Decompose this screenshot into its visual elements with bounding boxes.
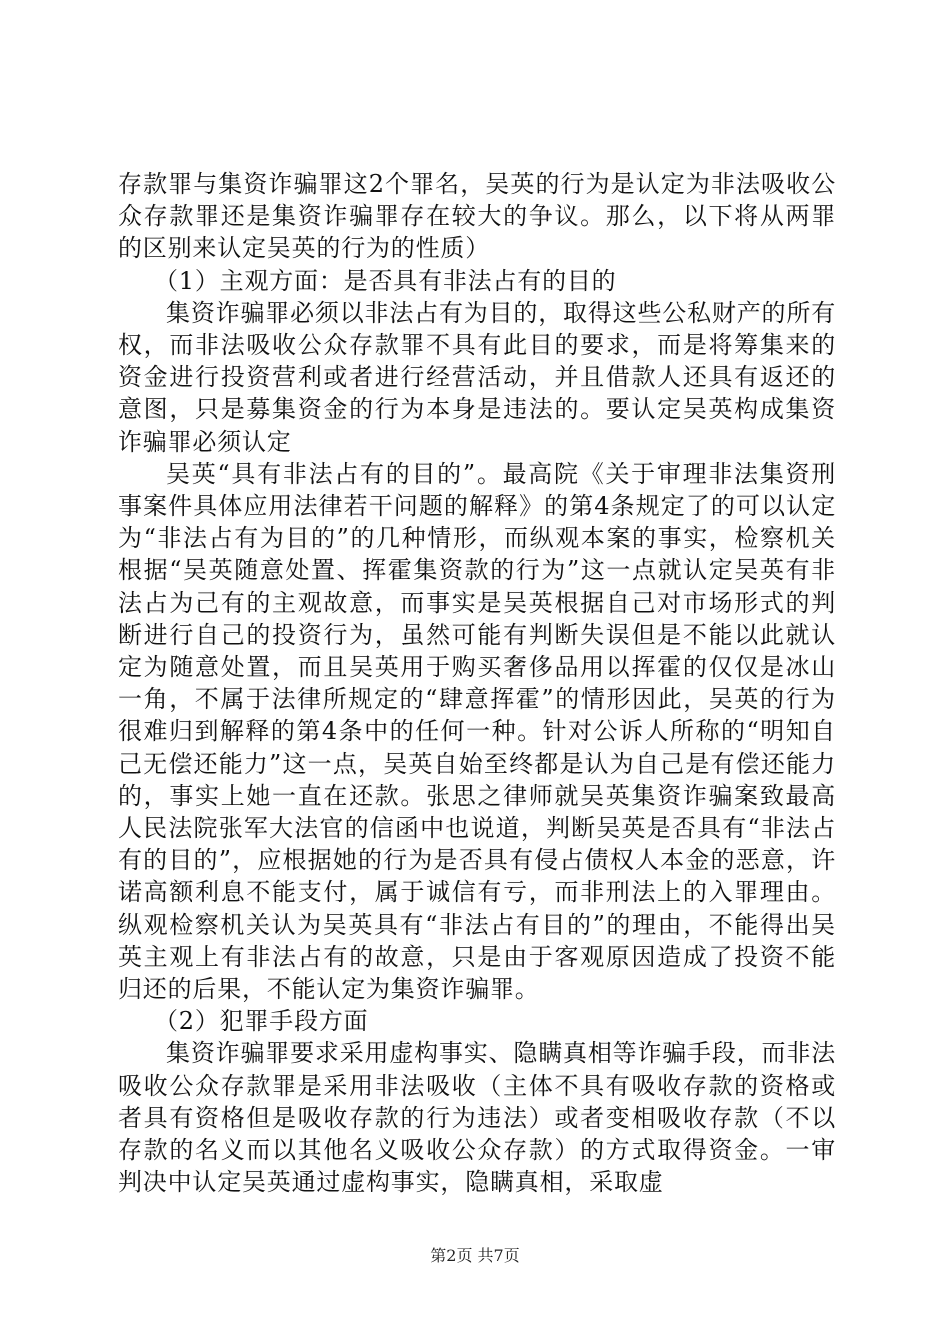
page-footer xyxy=(0,1246,950,1266)
section-heading-subjective: （1）主观方面：是否具有非法占有的目的 xyxy=(154,266,617,295)
paragraph-subjective-analysis: 吴英“具有非法占有的目的”。最高院《关于审理非法集资刑事案件具体应用法律若干问题的解释》的第4条规定了的可以认定为“非法占有为目的”的几种情形，而纵观本案的事实，检察机关根据“吴英随意处置、挥霍集资款的行为”这一点就认定吴英有非法占为己有的主观故意，而事实是吴英根据自己对市场形式的判断进行自己的投资行为，虽然可能有判断失误但是不能以此就认定为随意处置，而且吴英用于购买奢侈品用以挥霍的仅仅是冰山一角，不属于法律所规定的“肆意挥霍”的情形因此，吴英的行为很难归到解释的第4条中的任何一种。针对公诉人所称的“明知自己无偿还能力”这一点，吴英自始至终都是认为自己是有偿还能力的，事实上她一直在还款。张思之律师就吴英集资诈骗案致最高人民法院张军大法官的信函中也说道，判断吴英是否具有“非法占有的目的”，应根据她的行为是否具有侵占债权人本金的恶意，许诺高额利息不能支付，属于诚信有亏，而非刑法上的入罪理由。纵观检察机关认为吴英具有“非法占有目的”的理由，不能得出吴英主观上有非法占有的故意，只是由于客观原因造成了投资不能归还的后果，不能认定为集资诈骗罪。 xyxy=(118,459,836,1004)
page-number-indicator: 第2页 共7页 xyxy=(430,1246,520,1265)
document-body xyxy=(118,168,836,1199)
section-heading-means: （2）犯罪手段方面 xyxy=(154,1007,369,1036)
paragraph-subjective-intro: 集资诈骗罪必须以非法占有为目的，取得这些公私财产的所有权，而非法吸收公众存款罪不具有此目的要求，而是将筹集来的资金进行投资营利或者进行经营活动，并且借款人还具有返还的意图，只是募集资金的行为本身是违法的。要认定吴英构成集资诈骗罪必须认定 xyxy=(118,298,836,456)
paragraph-continuation: 存款罪与集资诈骗罪这2个罪名，吴英的行为是认定为非法吸收公众存款罪还是集资诈骗罪存在较大的争议。那么，以下将从两罪的区别来认定吴英的行为的性质） xyxy=(118,170,836,263)
paragraph-means-analysis: 集资诈骗罪要求采用虚构事实、隐瞒真相等诈骗手段，而非法吸收公众存款罪是采用非法吸收（主体不具有吸收存款的资格或者具有资格但是吸收存款的行为违法）或者变相吸收存款（不以存款的名义而以其他名义吸收公众存款）的方式取得资金。一审判决中认定吴英通过虚构事实，隐瞒真相，采取虚 xyxy=(118,1039,836,1197)
